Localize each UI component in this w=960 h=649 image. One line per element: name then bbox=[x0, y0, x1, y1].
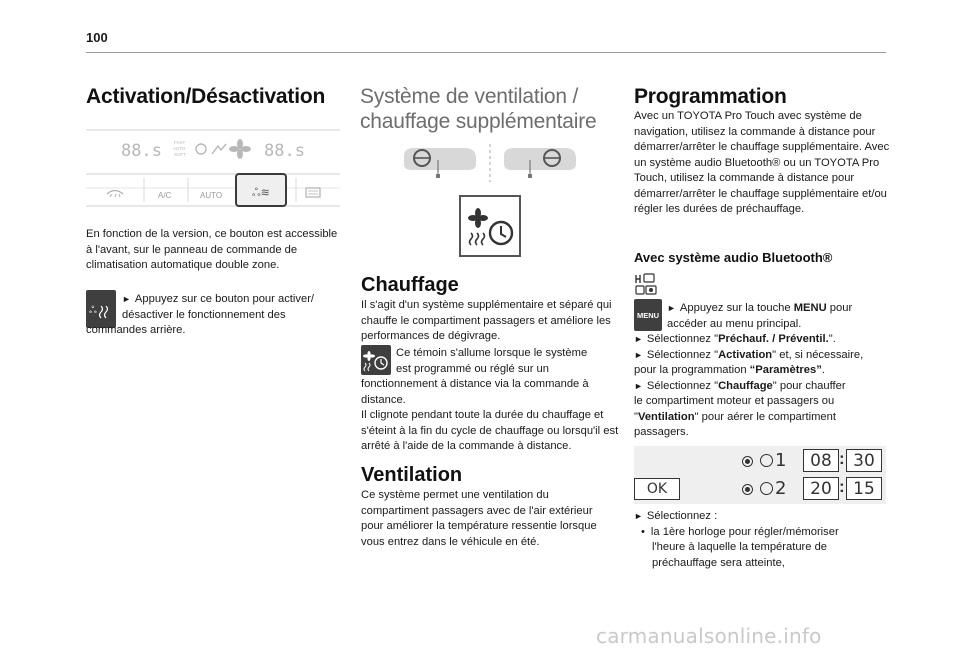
svg-text:ஃ: ஃ bbox=[89, 305, 97, 316]
step1-line2: accéder au menu principal. bbox=[667, 317, 802, 330]
heading-ventilation-system-line1: Système de ventilation / bbox=[360, 85, 579, 108]
hour-field-2[interactable] bbox=[803, 477, 839, 500]
header-rule bbox=[86, 52, 886, 53]
heading-chauffage: Chauffage bbox=[361, 274, 459, 296]
arrow-bullet-icon: ► bbox=[634, 380, 643, 391]
step3-l2-b: “Paramètres” bbox=[749, 364, 822, 376]
clock-icon-1 bbox=[760, 454, 773, 467]
arrow-bullet-icon: ► bbox=[634, 511, 643, 521]
step4-b: Chauffage bbox=[718, 379, 773, 392]
step4-l3-a: " bbox=[634, 410, 638, 423]
step4-line3 bbox=[634, 410, 836, 426]
step4-c: " pour chauffer bbox=[772, 379, 846, 392]
col1-paragraph: En fonction de la version, ce bouton est accessible à l'avant, sur le panneau de commande de climatisation automatique double zone. bbox=[86, 228, 338, 271]
heading-ventilation: Ventilation bbox=[361, 464, 463, 486]
display-left: 88.s bbox=[121, 141, 162, 161]
minute-field-1[interactable] bbox=[846, 449, 882, 472]
hour-field-1[interactable] bbox=[803, 449, 839, 472]
step3-l2-c: . bbox=[821, 364, 825, 376]
minute1-value: 30 bbox=[853, 450, 875, 471]
chauffage-icon-line1: Ce témoin s'allume lorsque le système bbox=[396, 347, 588, 359]
heater-timer-icon-large bbox=[459, 195, 521, 257]
bullet1-line2: l'heure à laquelle la température de bbox=[652, 541, 828, 553]
dashboard-illustration bbox=[400, 140, 580, 186]
step5-text: Sélectionnez : bbox=[646, 510, 718, 522]
heading-activation: Activation/Désactivation bbox=[86, 85, 326, 108]
chauffage-paragraph3: Il clignote pendant toute la durée du chauffage et s'éteint à la fin du cycle de chauffage ou lorsqu'il est arrêté à l'aide de la commande à distance. bbox=[361, 409, 619, 452]
radio-selected-icon-1[interactable] bbox=[742, 456, 753, 467]
heading-bluetooth: Avec système audio Bluetooth® bbox=[634, 250, 833, 265]
clock-icon-2 bbox=[760, 482, 773, 495]
hour2-value: 20 bbox=[810, 478, 832, 499]
step3-line2 bbox=[634, 363, 825, 379]
chauffage-paragraph1: Il s'agit d'un système supplémentaire et séparé qui chauffe le compartiment passagers et améliore les performances de dégivrage. bbox=[361, 299, 612, 342]
svg-text:FAST: FAST bbox=[174, 140, 186, 145]
step1-a: Appuyez sur la touche bbox=[679, 302, 794, 314]
step5-line bbox=[634, 509, 717, 525]
step3-b: Activation bbox=[718, 348, 773, 361]
heater-timer-icon-small bbox=[361, 345, 391, 375]
step3-c: " et, si nécessaire, bbox=[772, 348, 864, 361]
col1-step1-line1 bbox=[122, 292, 314, 308]
ac-button[interactable]: A/C bbox=[158, 191, 172, 200]
step3-a: Sélectionnez " bbox=[646, 348, 719, 361]
step1-b: MENU bbox=[793, 302, 827, 314]
page-number: 100 bbox=[86, 30, 108, 45]
watermark: carmanualsonline.info bbox=[596, 624, 822, 648]
time-separator-2: : bbox=[839, 477, 845, 496]
step4-line4: passagers. bbox=[634, 426, 689, 438]
chauffage-icon-line2: est programmé ou réglé sur un bbox=[396, 362, 549, 375]
display-right: 88.s bbox=[264, 141, 305, 161]
climate-panel-illustration bbox=[86, 126, 340, 212]
svg-text:SOFT: SOFT bbox=[174, 152, 186, 157]
audio-system-icon bbox=[634, 272, 658, 296]
step1-line1 bbox=[667, 301, 852, 317]
step2-c: ". bbox=[828, 333, 836, 345]
heading-ventilation-system-line2: chauffage supplémentaire bbox=[360, 110, 597, 133]
bullet1-line1 bbox=[641, 525, 839, 541]
step2-a: Sélectionnez " bbox=[646, 333, 719, 345]
clock1-number: 1 bbox=[775, 450, 787, 471]
step3-l2-a: pour la programmation bbox=[634, 364, 750, 376]
arrow-bullet-icon: ► bbox=[634, 334, 643, 344]
step4-l3-b: Ventilation bbox=[637, 410, 695, 423]
arrow-bullet-icon: ► bbox=[667, 303, 676, 313]
col1-step1-text: Appuyez sur ce bouton pour activer/ bbox=[134, 293, 315, 305]
svg-text:ஃ≋: ஃ≋ bbox=[252, 186, 270, 199]
programmation-intro: Avec un TOYOTA Pro Touch avec système de navigation, utilisez la commande à distance pour démarrer/arrêter le chauffage supplémentaire. Avec un système audio Bluetooth® ou un TOYOTA Pro Touch, utilisez la commande à distance pour démarrer/arrêter le chauffage supplémentaire et/ou régler les durées de préchauffage. bbox=[634, 110, 890, 215]
ventilation-paragraph: Ce système permet une ventilation du compartiment passagers avec de l'air extérieur pour améliorer la température ressentie lorsque vous entrez dans le véhicule en été. bbox=[361, 489, 597, 548]
dot-bullet-icon: • bbox=[641, 525, 645, 538]
chauffage-paragraph2: fonctionnement à distance via la commande à distance. bbox=[361, 378, 589, 406]
radio-selected-icon-2[interactable] bbox=[742, 484, 753, 495]
col1-step1-line3: commandes arrière. bbox=[86, 324, 186, 336]
bullet1-text1: la 1ère horloge pour régler/mémoriser bbox=[650, 525, 839, 538]
step4-a: Sélectionnez " bbox=[646, 379, 719, 392]
arrow-bullet-icon: ► bbox=[634, 349, 643, 360]
time-separator-1: : bbox=[839, 449, 845, 468]
step2-b: Préchauf. / Préventil. bbox=[718, 333, 829, 345]
climate-panel-svg bbox=[86, 126, 340, 212]
step4-line1 bbox=[634, 379, 846, 395]
bullet1-line3: préchauffage sera atteinte, bbox=[652, 556, 785, 569]
minute2-value: 15 bbox=[853, 478, 875, 499]
heading-programmation: Programmation bbox=[634, 85, 787, 108]
step4-l3-c: " pour aérer le compartiment bbox=[694, 410, 836, 423]
minute-field-2[interactable] bbox=[846, 477, 882, 500]
menu-key-icon bbox=[634, 299, 662, 331]
step2-line bbox=[634, 332, 836, 348]
step4-line2: le compartiment moteur et passagers ou bbox=[634, 395, 835, 407]
svg-text:AUTO: AUTO bbox=[173, 146, 186, 151]
col1-step1-line2: désactiver le fonctionnement des bbox=[122, 308, 286, 321]
ok-label: OK bbox=[646, 481, 668, 497]
step1-c: pour bbox=[826, 302, 853, 314]
step3-line1 bbox=[634, 348, 863, 364]
arrow-bullet-icon: ► bbox=[122, 294, 131, 304]
clock2-number: 2 bbox=[775, 478, 787, 499]
hour1-value: 08 bbox=[810, 450, 832, 471]
menu-key-label: MENU bbox=[636, 310, 660, 320]
ok-button[interactable] bbox=[634, 478, 680, 500]
auto-button[interactable]: AUTO bbox=[200, 191, 223, 200]
preheat-timer-screen bbox=[634, 446, 886, 504]
